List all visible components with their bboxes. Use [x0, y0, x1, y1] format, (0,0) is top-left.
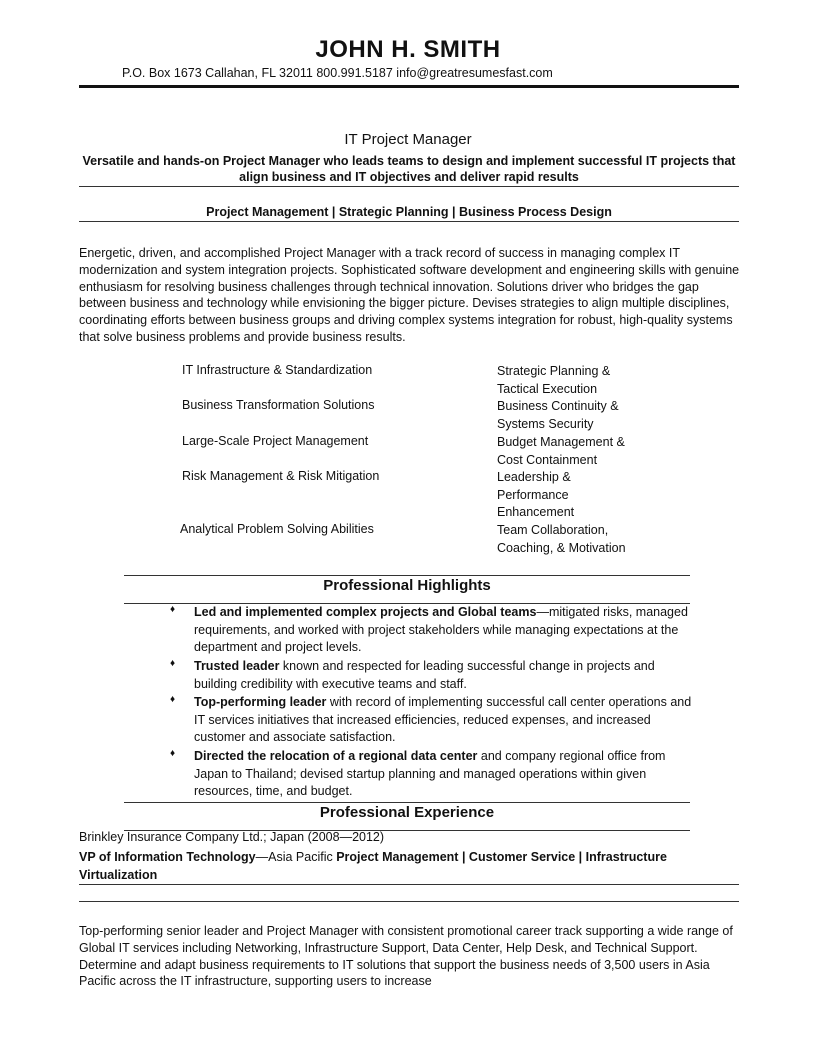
- skill-item: Risk Management & Risk Mitigation: [182, 469, 380, 483]
- highlights-heading: Professional Highlights: [323, 577, 491, 594]
- highlight-bold: Trusted leader: [194, 659, 280, 673]
- skill-item: IT Infrastructure & Standardization: [182, 363, 373, 377]
- job-title: IT Project Manager: [344, 131, 472, 148]
- highlight-bold: Directed the relocation of a regional data center: [194, 749, 478, 763]
- role-divider-2: [79, 901, 739, 902]
- highlight-bold: Top-performing leader: [194, 695, 327, 709]
- candidate-name: JOHN H. SMITH: [315, 36, 501, 63]
- diamond-bullet-icon: ♦: [170, 694, 176, 705]
- summary-paragraph: Energetic, driven, and accomplished Project Manager with a track record of success in managing complex IT modernization and system integration projects. Sophisticated software development and engineering skills with genuine enthusiasm for resolving business challenges through technical innovation. Solutions driver who bridges the gap between business and technology while envisioning the bigger picture. Devises strategies to align multiple disciplines, coordinating efforts between business groups and driving complex systems integration for robust, high-quality systems that solve business problems and provide business results.: [79, 246, 740, 344]
- role-focus: Project Management | Customer Service | Infrastructure Virtualization: [79, 850, 667, 882]
- skill-item: Large-Scale Project Management: [182, 434, 369, 448]
- skill-item: Analytical Problem Solving Abilities: [180, 522, 374, 536]
- skill-item: Leadership & Performance Enhancement: [497, 470, 575, 519]
- experience-description: Top-performing senior leader and Project Manager with consistent promotional career track supporting a wide range of Global IT services including Networking, Infrastructure Support, Data Center, Help Desk, and Technical Support. Determine and adapt business requirements to IT solutions that support the business needs of 3,500 users in Asia Pacific across the IT infrastructure, supporting users to increase: [79, 924, 733, 989]
- highlight-text: with record of implementing successful call center operations and IT services initiatives that increased efficiencies, reduced expenses, and increased customer and associate satisfaction.: [194, 695, 692, 745]
- experience-heading: Professional Experience: [319, 804, 495, 821]
- skill-item: Budget Management & Cost Containment: [497, 435, 625, 467]
- diamond-bullet-icon: ♦: [170, 748, 176, 759]
- skill-item: Strategic Planning & Tactical Execution: [497, 364, 611, 396]
- highlights-top-rule: [124, 575, 690, 576]
- diamond-bullet-icon: ♦: [170, 658, 176, 669]
- diamond-bullet-icon: ♦: [170, 604, 176, 615]
- skill-item: Team Collaboration, Coaching, & Motivation: [497, 523, 626, 555]
- skill-item: Business Transformation Solutions: [182, 398, 375, 412]
- keywords: Project Management | Strategic Planning | Business Process Design: [206, 205, 612, 219]
- tagline-divider: [79, 186, 739, 187]
- skill-item: Business Continuity & Systems Security: [497, 399, 619, 431]
- company-line: Brinkley Insurance Company Ltd.; Japan (2008—2012): [79, 830, 385, 844]
- experience-top-rule: [124, 802, 690, 803]
- highlight-text: and company regional office from Japan to Thailand; devised startup planning and managed operations within given resources, time, and budget.: [194, 749, 666, 799]
- role-title: VP of Information Technology: [79, 850, 256, 864]
- highlight-bold: Led and implemented complex projects and Global teams: [194, 605, 537, 619]
- keywords-divider: [79, 221, 739, 222]
- role-line: [79, 848, 699, 884]
- header-divider: [79, 85, 739, 88]
- contact-info: P.O. Box 1673 Callahan, FL 32011 800.991.5187 info@greatresumesfast.com: [122, 66, 553, 80]
- highlight-text: known and respected for leading successful change in projects and building credibility with executive teams and staff.: [194, 659, 655, 691]
- role-divider: [79, 884, 739, 885]
- highlight-text: —mitigated risks, managed requirements, and worked with project stakeholders while managing expectations at the department and project levels.: [194, 605, 688, 655]
- tagline: Versatile and hands-on Project Manager who leads teams to design and implement successful IT projects that align business and IT objectives and deliver rapid results: [82, 154, 736, 184]
- role-region: —Asia Pacific: [255, 850, 337, 864]
